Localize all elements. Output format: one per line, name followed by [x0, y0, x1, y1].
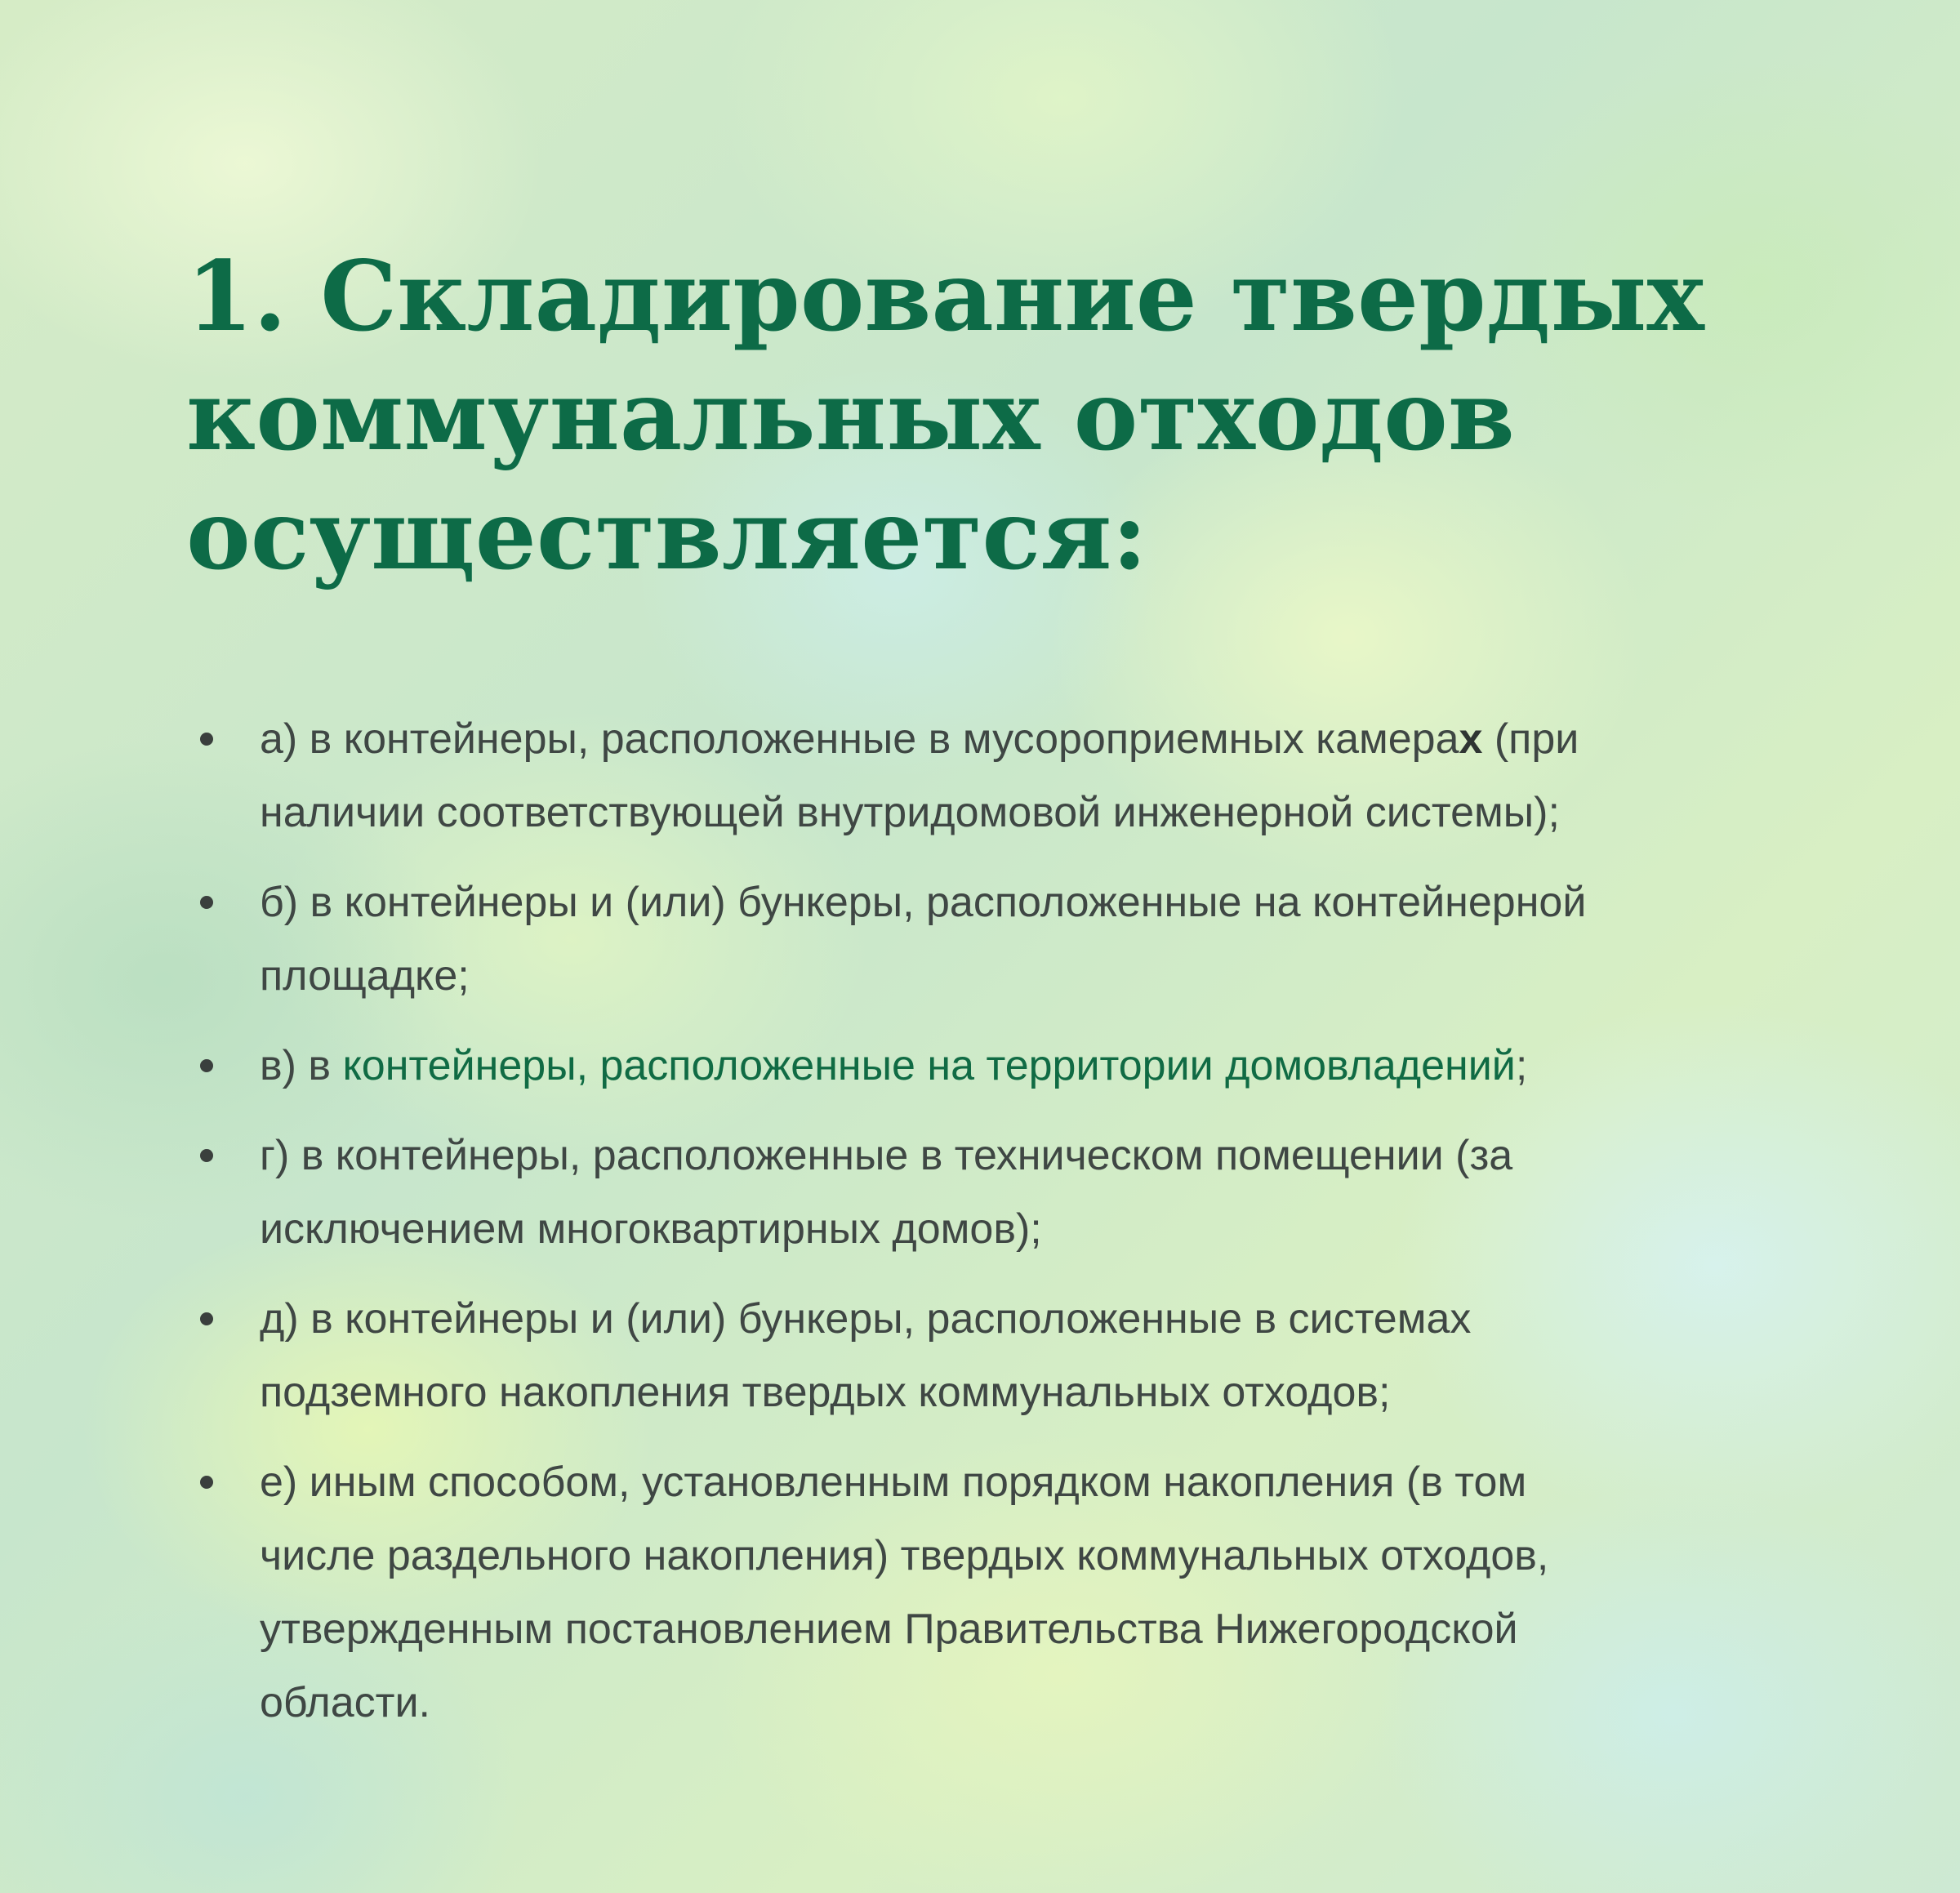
- list-item-a: [186, 702, 1820, 849]
- item-a-text-tail: (при: [1482, 715, 1579, 763]
- storage-methods-list: [186, 702, 1820, 1739]
- item-b-line-1: б) в контейнеры и (или) бункеры, расположенные на контейнерной: [260, 879, 1587, 926]
- item-v-text-tail: ;: [1515, 1042, 1528, 1089]
- list-item-b: [186, 866, 1820, 1013]
- item-e-line-2: числе раздельного накопления) твердых коммунальных отходов,: [260, 1532, 1549, 1579]
- title-line-2: коммунальных отходов: [186, 359, 1515, 472]
- item-v-line-1: [260, 1029, 1820, 1102]
- list-item-v: [186, 1029, 1820, 1102]
- bullet-dot-icon: [200, 1312, 213, 1325]
- title-line-1: 1. Складирование твердых: [186, 239, 1704, 353]
- item-e-line-3: утвержденным постановлением Правительства Нижегородской: [260, 1606, 1518, 1653]
- bullet-dot-icon: [200, 1149, 213, 1162]
- item-a-line-1: [260, 702, 1820, 776]
- item-a-text: а) в контейнеры, расположенные в мусороприемных камера: [260, 715, 1459, 763]
- item-a-line-2: наличии соответствующей внутридомовой инженерной системы);: [260, 789, 1560, 836]
- item-v-text: в) в: [260, 1042, 343, 1089]
- item-g-line-2: исключением многоквартирных домов);: [260, 1205, 1042, 1253]
- bullet-dot-icon: [200, 733, 213, 746]
- title-line-3: осуществляется:: [186, 478, 1147, 591]
- item-d-line-1: д) в контейнеры и (или) бункеры, расположенные в системах: [260, 1295, 1472, 1343]
- bullet-dot-icon: [200, 1476, 213, 1489]
- list-item-g: [186, 1119, 1820, 1266]
- slide-title: [186, 237, 1820, 595]
- bullet-dot-icon: [200, 896, 213, 909]
- item-v-highlight: контейнеры, расположенные на территории домовладений: [342, 1042, 1516, 1089]
- item-b-line-2: площадке;: [260, 952, 470, 1000]
- list-item-e: [186, 1445, 1820, 1739]
- item-e-line-1: е) иным способом, установленным порядком накопления (в том: [260, 1459, 1527, 1506]
- item-g-line-1: г) в контейнеры, расположенные в техническом помещении (за: [260, 1132, 1513, 1179]
- item-e-line-4: области.: [260, 1679, 430, 1726]
- list-item-d: [186, 1282, 1820, 1429]
- item-a-bold-letter: х: [1459, 715, 1483, 763]
- slide-content: [186, 237, 1820, 1756]
- item-d-line-2: подземного накопления твердых коммунальных отходов;: [260, 1369, 1391, 1416]
- bullet-dot-icon: [200, 1059, 213, 1072]
